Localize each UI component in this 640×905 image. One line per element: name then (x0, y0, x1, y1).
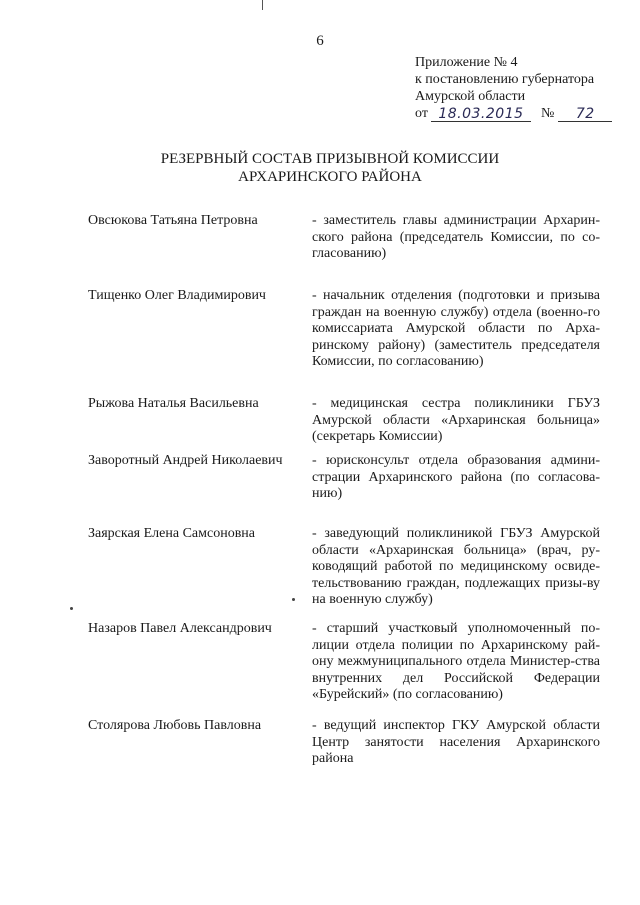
member-name: Заворотный Андрей Николаевич (88, 453, 283, 468)
member-name: Тищенко Олег Владимирович (88, 288, 266, 303)
handwritten-date: 18.03.2015 (431, 107, 531, 122)
page-number: 6 (316, 33, 324, 49)
document-title-line-2: АРХАРИНСКОГО РАЙОНА (238, 169, 422, 185)
commission-members-list (88, 213, 608, 778)
member-name: Столярова Любовь Павловна (88, 718, 262, 733)
document-title-line-1: РЕЗЕРВНЫЙ СОСТАВ ПРИЗЫВНОЙ КОМИССИИ (160, 151, 500, 167)
member-row (88, 396, 608, 453)
member-row (88, 718, 608, 778)
appendix-header (415, 54, 612, 122)
member-role: - юрисконсульт отдела образования админи-страции Архаринского района (по согласова-нию) (312, 453, 600, 501)
member-name: Рыжова Наталья Васильевна (88, 396, 259, 411)
appendix-line-3: Амурской области (415, 89, 526, 104)
member-row (88, 453, 608, 526)
appendix-line-2: к постановлению губернатора (415, 72, 595, 87)
member-role: - начальник отделения (подготовки и призыва граждан на военную службу) отдела (военно-го комиссариата Амурской области по Арха-ринскому району) (заместитель председателя Комиссии, по согласованию) (312, 288, 600, 369)
appendix-line-1: Приложение № 4 (415, 55, 518, 70)
handwritten-number: 72 (558, 107, 612, 122)
number-prefix: № (540, 106, 555, 121)
member-role: - заведующий поликлиникой ГБУЗ Амурской области «Архаринская больница» (врач, ру-ководящий работой по медицинскому освиде-тельствованию граждан, подлежащих призы-ву на военную службу) (312, 526, 600, 607)
member-row (88, 621, 608, 718)
appendix-date-number-line (415, 105, 612, 122)
member-role: - ведущий инспектор ГКУ Амурской области Центр занятости населения Архаринского района (312, 718, 600, 766)
scan-speck (70, 607, 73, 610)
member-name: Заярская Елена Самсоновна (88, 526, 256, 541)
member-role: - старший участковый уполномоченный по-лиции отдела полиции по Архаринскому рай-ону межмуниципального отдела Министер-ства внутренних дел Российской Федерации «Бурейский» (по согласованию) (312, 621, 600, 702)
page-edge-mark (262, 0, 263, 10)
member-name: Овсюкова Татьяна Петровна (88, 213, 258, 228)
date-prefix: от (415, 106, 428, 121)
member-row (88, 213, 608, 288)
member-role: - заместитель главы администрации Архарин-ского района (председатель Комиссии, по со-гласованию) (312, 213, 600, 261)
scan-speck (292, 598, 295, 601)
member-row (88, 288, 608, 396)
member-row (88, 526, 608, 621)
member-name: Назаров Павел Александрович (88, 621, 272, 636)
member-role: - медицинская сестра поликлиники ГБУЗ Амурской области «Архаринская больница» (секретарь Комиссии) (312, 396, 600, 444)
